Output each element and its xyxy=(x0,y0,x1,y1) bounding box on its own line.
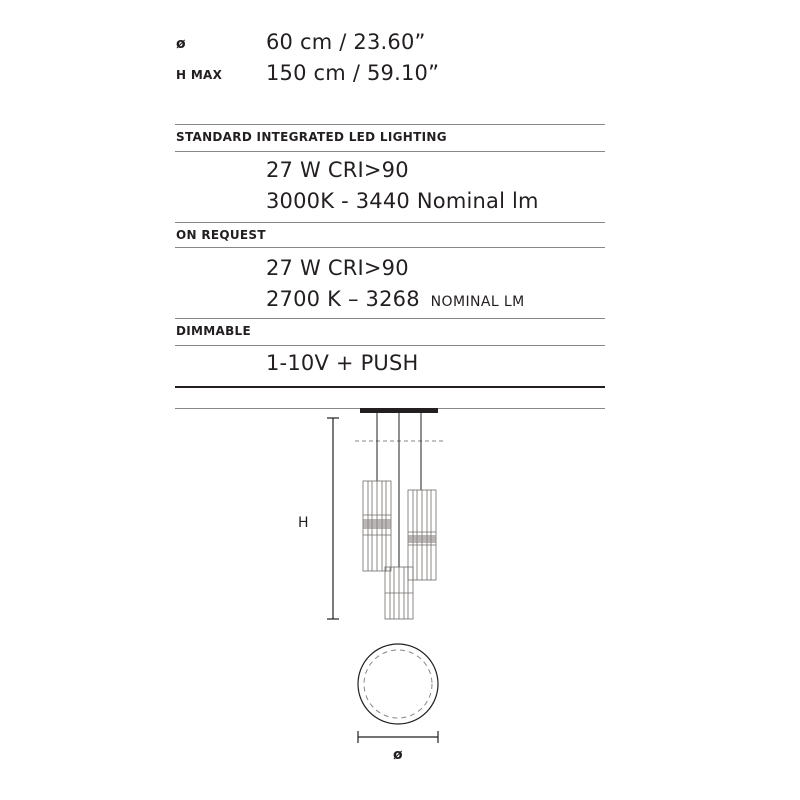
cluster-band-right xyxy=(408,535,436,543)
plan-view-inner-circle xyxy=(364,650,432,718)
standard-power-cri: 27 W CRI>90 xyxy=(266,158,409,182)
height-label: H xyxy=(298,515,309,531)
section-title-standard-lighting: STANDARD INTEGRATED LED LIGHTING xyxy=(176,130,447,144)
height-dimension-line xyxy=(327,418,339,619)
plan-view-outer-circle xyxy=(358,644,438,724)
diameter-dimension-line xyxy=(358,731,438,743)
height-max-label: H MAX xyxy=(176,68,223,82)
height-max-value: 150 cm / 59.10” xyxy=(266,61,440,85)
cluster-band-left xyxy=(363,519,391,529)
diameter-value: 60 cm / 23.60” xyxy=(266,30,426,54)
on-request-temperature-value: 2700 K – 3268 xyxy=(266,287,427,311)
diameter-label: ø xyxy=(393,747,403,763)
section-title-on-request: ON REQUEST xyxy=(176,228,266,242)
dimmable-control: 1-10V + PUSH xyxy=(266,351,419,375)
diameter-symbol: ø xyxy=(176,36,186,52)
glass-cluster-center xyxy=(385,567,413,619)
on-request-lumen-unit: NOMINAL LM xyxy=(430,294,525,310)
standard-temperature-lumen: 3000K - 3440 Nominal lm xyxy=(266,189,539,213)
ceiling-canopy xyxy=(360,408,438,413)
section-title-dimmable: DIMMABLE xyxy=(176,324,251,338)
on-request-power-cri: 27 W CRI>90 xyxy=(266,256,409,280)
